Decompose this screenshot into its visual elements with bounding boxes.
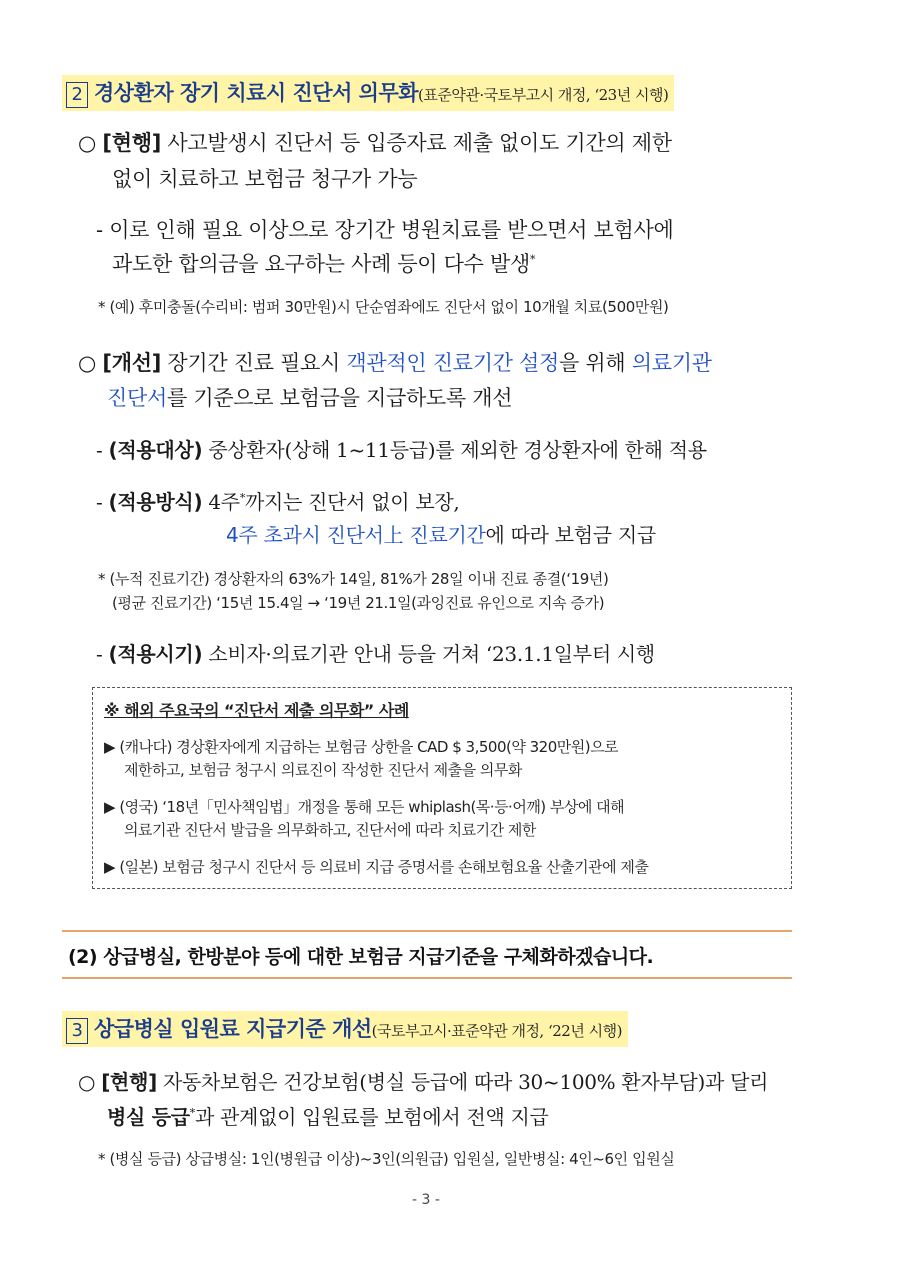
paragraph-line-2: 과도한 합의금을 요구하는 사례 등이 다수 발생*: [112, 252, 536, 276]
paragraph-line-2: 진단서를 기준으로 보험금을 지급하도록 개선: [107, 386, 513, 410]
tag-target: (적용대상): [108, 438, 203, 462]
section-header-2: [62, 75, 674, 111]
triangle-icon: ▶: [104, 798, 116, 816]
paragraph-method: - (적용방식) 4주*까지는 진단서 없이 보장,: [96, 490, 460, 514]
section-title: 상급병실 입원료 지급기준 개선: [94, 1017, 372, 1041]
divider: [62, 930, 792, 932]
section-subtitle: (표준약관·국토부고시 개정, ‘23년 시행): [418, 86, 669, 104]
box-item-line-2: 의료기관 진단서 발급을 의무화하고, 진단서에 따라 치료기간 제한: [124, 821, 536, 839]
footnote-star: *: [530, 253, 536, 266]
tag-improvement: [개선]: [102, 351, 161, 375]
box-item: ▶ (영국) ‘18년「민사책임법」개정을 통해 모든 whiplash(목·등·어깨) 부상에 대해: [104, 798, 625, 816]
box-title: ※ 해외 주요국의 “진단서 제출 의무화” 사례: [104, 701, 409, 720]
paragraph-current-room: ○ [현행] 자동차보험은 건강보험(병실 등급에 따라 30~100% 환자부담)과 달리: [78, 1070, 769, 1094]
paragraph-improvement: ○ [개선] 장기간 진료 필요시 객관적인 진료기간 설정을 위해 의료기관: [78, 351, 712, 375]
page-number: - 3 -: [412, 1192, 440, 1208]
section-heading: (2) 상급병실, 한방분야 등에 대한 보험금 지급기준을 구체화하겠습니다.: [68, 946, 654, 968]
highlight-text: 객관적인 진료기간 설정: [346, 351, 560, 375]
highlight-text: 4주 초과시 진단서上 진료기간: [226, 523, 486, 547]
tag-current: [현행]: [102, 131, 161, 155]
triangle-icon: ▶: [104, 858, 116, 876]
highlight-text: 의료기관: [631, 351, 712, 375]
bullet-circle: ○: [78, 351, 97, 375]
paragraph-line: 이로 인해 필요 이상으로 장기간 병원치료를 받으면서 보험사에: [109, 218, 674, 242]
paragraph-line: 사고발생시 진단서 등 입증자료 제출 없이도 기간의 제한: [167, 131, 672, 155]
section-number: 3: [66, 1018, 88, 1044]
paragraph-target: - (적용대상) 중상환자(상해 1~11등급)를 제외한 경상환자에 한해 적용: [96, 438, 707, 462]
footnote-period-2: (평균 진료기간) ‘15년 15.4일 → ‘19년 21.1일(과잉진료 유인으로 지속 증가): [112, 594, 605, 612]
dash: -: [96, 218, 103, 242]
box-item-line-2: 제한하고, 보험금 청구시 의료진이 작성한 진단서 제출을 의무화: [124, 761, 522, 779]
paragraph-current: [78, 127, 672, 157]
section-title: 경상환자 장기 치료시 진단서 의무화: [94, 81, 419, 105]
triangle-icon: ▶: [104, 738, 116, 756]
paragraph-line-2: 병실 등급*과 관계없이 입원료를 보험에서 전액 지급: [107, 1105, 549, 1129]
highlight-text: 진단서: [107, 386, 167, 410]
paragraph-line-2: 없이 치료하고 보험금 청구가 가능: [112, 167, 418, 191]
box-item: ▶ (캐나다) 경상환자에게 지급하는 보험금 상한을 CAD $ 3,500(약 320만원)으로: [104, 738, 619, 756]
section-header-3: [62, 1011, 628, 1047]
paragraph-consequence: [96, 214, 673, 244]
footnote-room-grade: * (병실 등급) 상급병실: 1인(병원급 이상)~3인(의원급) 입원실, 일반병실: 4인~6인 입원실: [98, 1150, 675, 1168]
paragraph-line-2: 4주 초과시 진단서上 진료기간에 따라 보험금 지급: [226, 523, 656, 547]
paragraph-timing: - (적용시기) 소비자·의료기관 안내 등을 거쳐 ‘23.1.1일부터 시행: [96, 642, 655, 666]
tag-current: [현행]: [101, 1070, 157, 1094]
footnote-example: * (예) 후미충돌(수리비: 범퍼 30만원)시 단순염좌에도 진단서 없이 10개월 치료(500만원): [98, 298, 669, 316]
tag-method: (적용방식): [108, 490, 203, 514]
section-number: 2: [66, 82, 88, 108]
box-item: ▶ (일본) 보험금 청구시 진단서 등 의료비 지급 증명서를 손해보험요율 산출기관에 제출: [104, 858, 649, 876]
bullet-circle: ○: [78, 131, 97, 155]
divider: [62, 977, 792, 979]
tag-timing: (적용시기): [108, 642, 203, 666]
footnote-period: * (누적 진료기간) 경상환자의 63%가 14일, 81%가 28일 이내 진료 종결(‘19년): [98, 570, 609, 588]
section-subtitle: (국토부고시·표준약관 개정, ‘22년 시행): [371, 1022, 622, 1040]
